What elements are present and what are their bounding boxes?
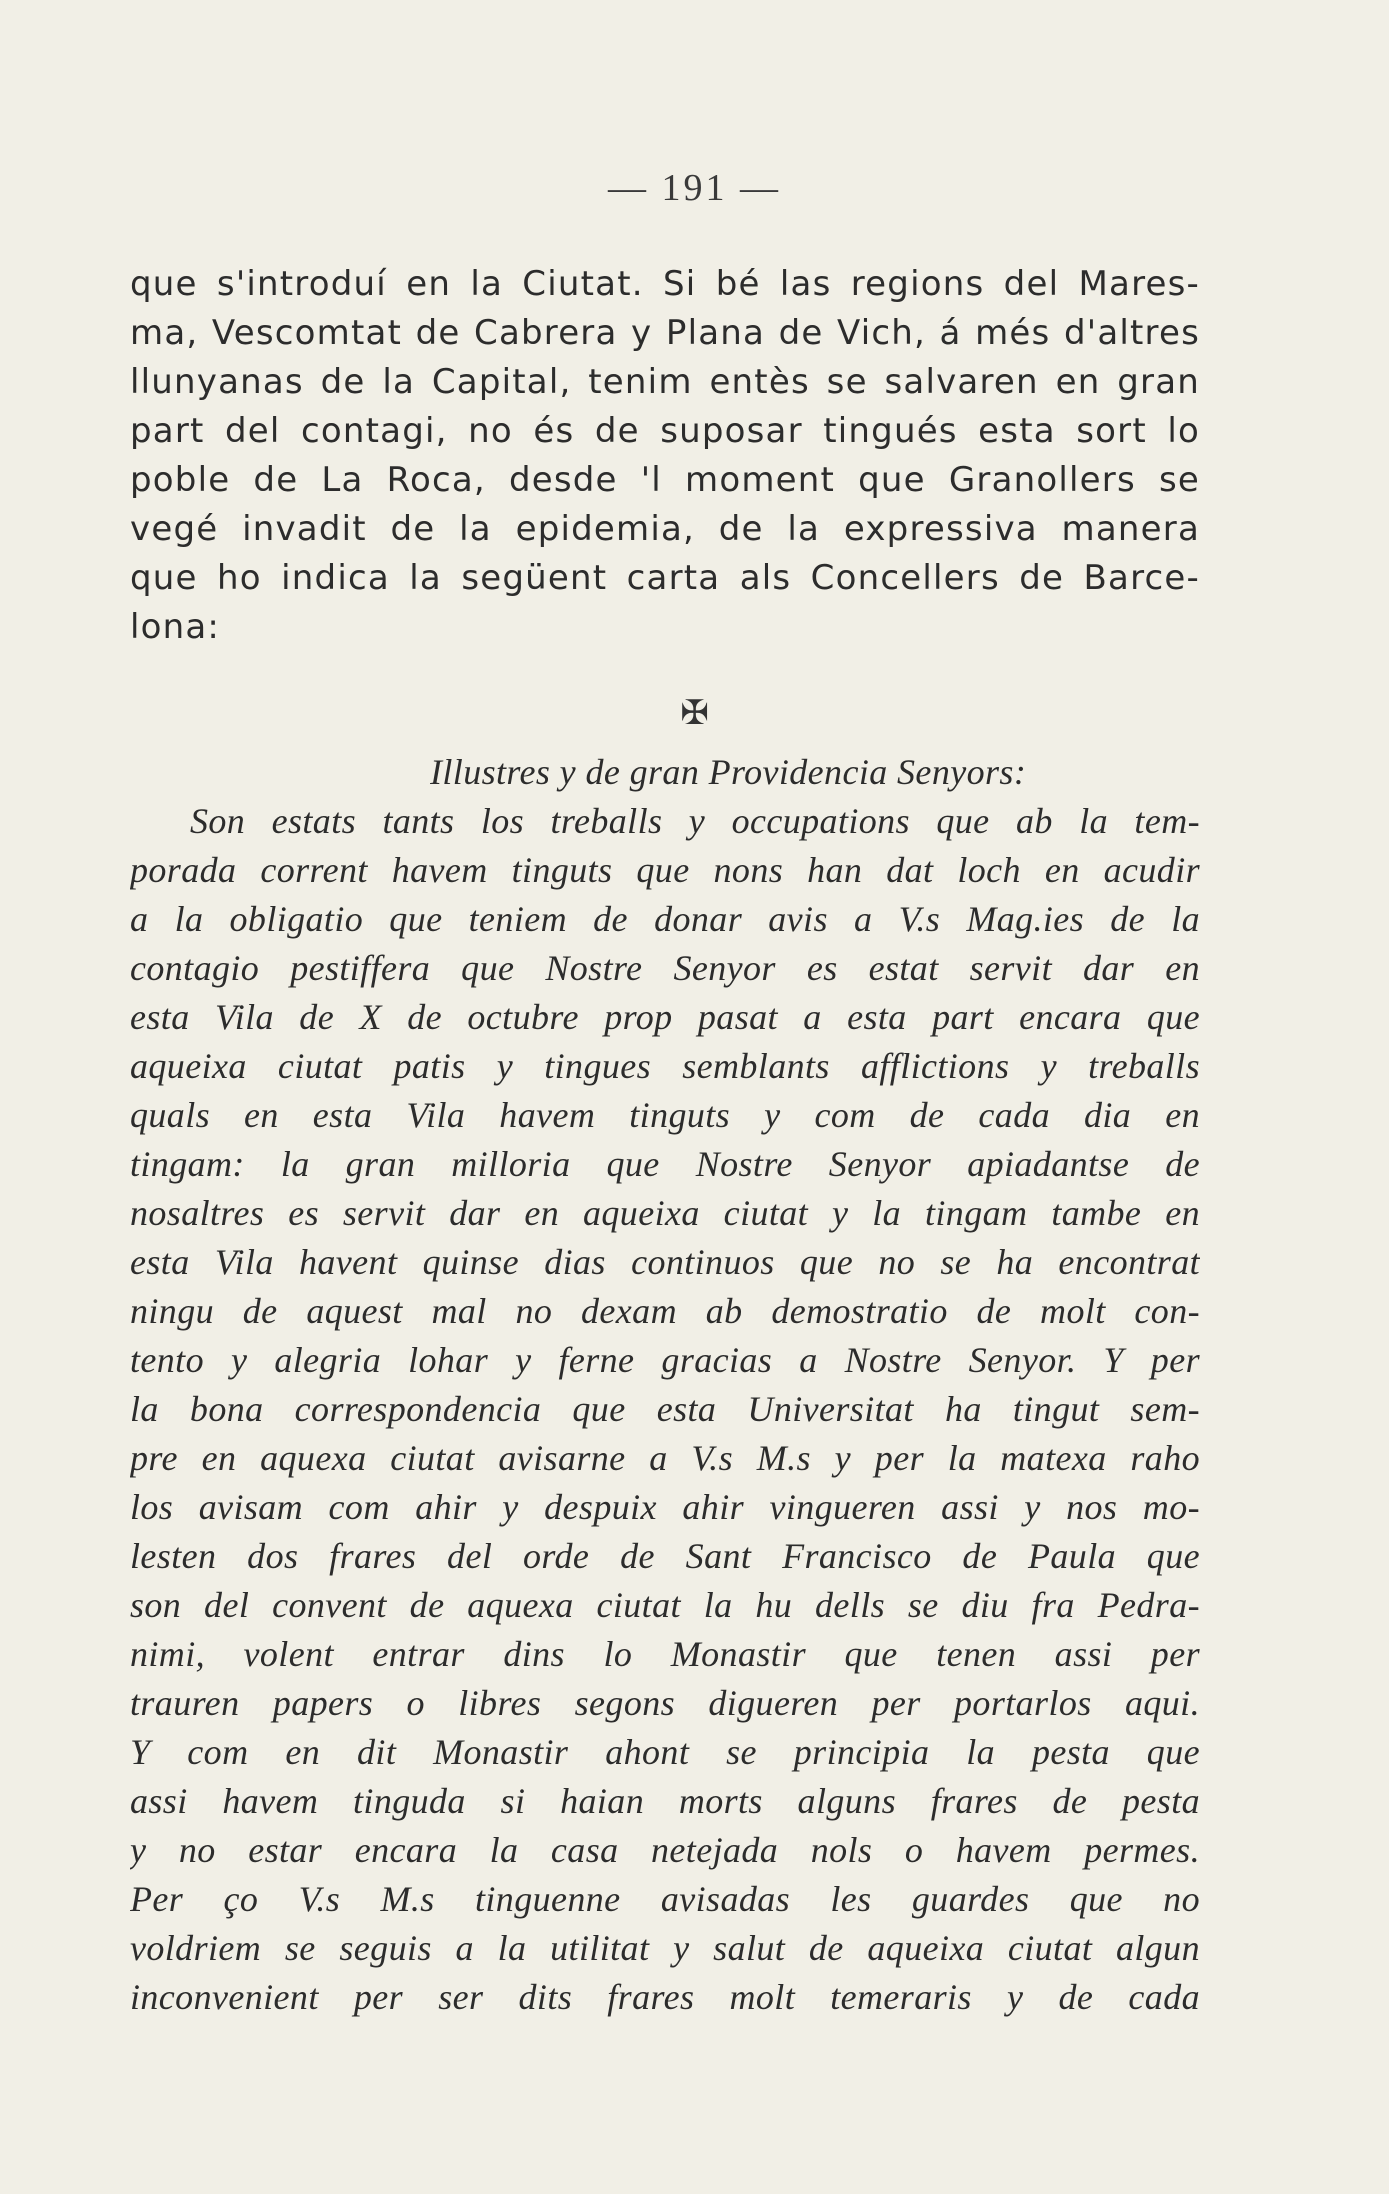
- letter-line: tingam: la gran milloria que Nostre Senyor apiadantse de: [130, 1144, 1200, 1184]
- letter-line: nosaltres es servit dar en aqueixa ciutat y la tingam tambe en: [130, 1193, 1200, 1233]
- letter-line: ningu de aquest mal no dexam ab demostratio de molt con-: [130, 1291, 1200, 1331]
- letter-line: la bona correspondencia que esta Universitat ha tingut sem-: [130, 1389, 1200, 1429]
- intro-line: part del contagi, no és de suposar tingués esta sort lo: [130, 411, 1200, 451]
- intro-line: poble de La Roca, desde 'l moment que Granollers se: [130, 460, 1200, 500]
- letter-line: voldriem se seguis a la utilitat y salut de aqueixa ciutat algun: [130, 1928, 1200, 1968]
- letter-line: lesten dos frares del orde de Sant Francisco de Paula que: [130, 1536, 1200, 1576]
- letter-line: tento y alegria lohar y ferne gracias a Nostre Senyor. Y per: [130, 1340, 1200, 1380]
- letter-salutation: Illustres y de gran Providencia Senyors:: [430, 752, 1027, 792]
- letter-line: porada corrent havem tinguts que nons han dat loch en acudir: [130, 850, 1200, 890]
- letter-line: trauren papers o libres segons digueren per portarlos aqui.: [130, 1683, 1200, 1723]
- letter-line: esta Vila de X de octubre prop pasat a esta part encara que: [130, 997, 1200, 1037]
- intro-line: ma, Vescomtat de Cabrera y Plana de Vich, á més d'altres: [130, 313, 1200, 353]
- letter-line: quals en esta Vila havem tinguts y com de cada dia en: [130, 1095, 1200, 1135]
- letter-line: Y com en dit Monastir ahont se principia la pesta que: [130, 1732, 1200, 1772]
- intro-line: que ho indica la següent carta als Concellers de Barce-: [130, 558, 1200, 598]
- cross-icon: ✠: [680, 693, 709, 733]
- letter-line: contagio pestiffera que Nostre Senyor es estat servit dar en: [130, 948, 1200, 988]
- letter-line: Per ço V.s M.s tinguenne avisadas les guardes que no: [130, 1879, 1200, 1919]
- letter-line: assi havem tinguda si haian morts alguns frares de pesta: [130, 1781, 1200, 1821]
- intro-line: vegé invadit de la epidemia, de la expressiva manera: [130, 509, 1200, 549]
- letter-line: aqueixa ciutat patis y tingues semblants afflictions y treballs: [130, 1046, 1200, 1086]
- letter-line: esta Vila havent quinse dias continuos que no se ha encontrat: [130, 1242, 1200, 1282]
- letter-line: inconvenient per ser dits frares molt temeraris y de cada: [130, 1977, 1200, 2017]
- letter-line: nimi, volent entrar dins lo Monastir que tenen assi per: [130, 1634, 1200, 1674]
- letter-line: pre en aquexa ciutat avisarne a V.s M.s y per la matexa raho: [130, 1438, 1200, 1478]
- letter-line: y no estar encara la casa netejada nols o havem permes.: [130, 1830, 1200, 1870]
- letter-line: son del convent de aquexa ciutat la hu dells se diu fra Pedra-: [130, 1585, 1200, 1625]
- letter-line: Son estats tants los treballs y occupations que ab la tem-: [190, 801, 1200, 841]
- intro-line: llunyanas de la Capital, tenim entès se salvaren en gran: [130, 362, 1200, 402]
- page-number: — 191 —: [608, 167, 781, 209]
- letter-line: a la obligatio que teniem de donar avis a V.s Mag.ies de la: [130, 899, 1200, 939]
- intro-line: lona:: [130, 607, 221, 647]
- letter-line: los avisam com ahir y despuix ahir vingueren assi y nos mo-: [130, 1487, 1200, 1527]
- intro-line: que s'introduí en la Ciutat. Si bé las regions del Mares-: [130, 264, 1200, 304]
